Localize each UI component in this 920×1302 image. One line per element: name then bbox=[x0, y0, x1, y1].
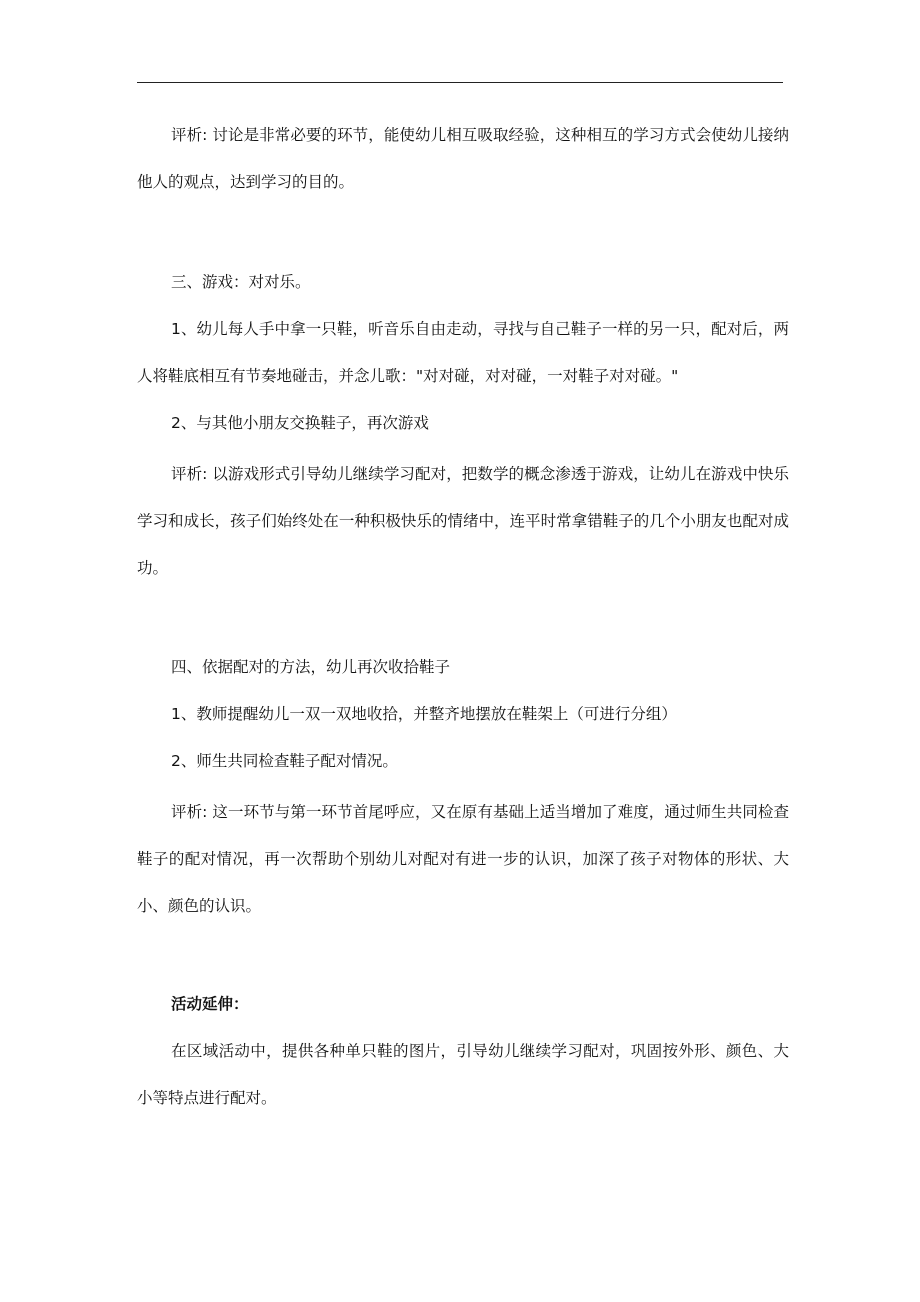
tidy-step-two-paragraph: 2、师生共同检查鞋子配对情况。 bbox=[171, 752, 398, 770]
evaluation-tidy-paragraph: 评析: 这一环节与第一环节首尾呼应，又在原有基础上适当增加了难度，通过师生共同检查鞋子的配对情况，再一次帮助个别幼儿对配对有进一步的认识，加深了孩子对物体的形状、大小、颜色的认识。 bbox=[137, 803, 789, 915]
evaluation-game-paragraph: 评析: 以游戏形式引导幼儿继续学习配对，把数学的概念渗透于游戏，让幼儿在游戏中快乐学习和成长，孩子们始终处在一种积极快乐的情绪中，连平时常拿错鞋子的几个小朋友也配对成功。 bbox=[137, 465, 789, 577]
game-step-two-paragraph: 2、与其他小朋友交换鞋子，再次游戏 bbox=[171, 414, 429, 432]
game-step-one-paragraph: 1、幼儿每人手中拿一只鞋，听音乐自由走动，寻找与自己鞋子一样的另一只，配对后，两人将鞋底相互有节奏地碰击，并念儿歌："对对碰，对对碰，一对鞋子对对碰。" bbox=[137, 320, 789, 385]
section-three-heading: 三、游戏：对对乐。 bbox=[171, 273, 311, 291]
activity-extension-paragraph: 在区域活动中，提供各种单只鞋的图片，引导幼儿继续学习配对，巩固按外形、颜色、大小等特点进行配对。 bbox=[137, 1042, 789, 1107]
section-four-heading: 四、依据配对的方法，幼儿再次收拾鞋子 bbox=[171, 658, 451, 676]
header-rule bbox=[137, 82, 783, 83]
tidy-step-one-paragraph: 1、教师提醒幼儿一双一双地收拾，并整齐地摆放在鞋架上（可进行分组） bbox=[171, 705, 677, 723]
evaluation-discussion-paragraph: 评析: 讨论是非常必要的环节，能使幼儿相互吸取经验，这种相互的学习方式会使幼儿接纳他人的观点，达到学习的目的。 bbox=[137, 126, 789, 191]
activity-extension-heading: 活动延伸： bbox=[171, 995, 249, 1013]
